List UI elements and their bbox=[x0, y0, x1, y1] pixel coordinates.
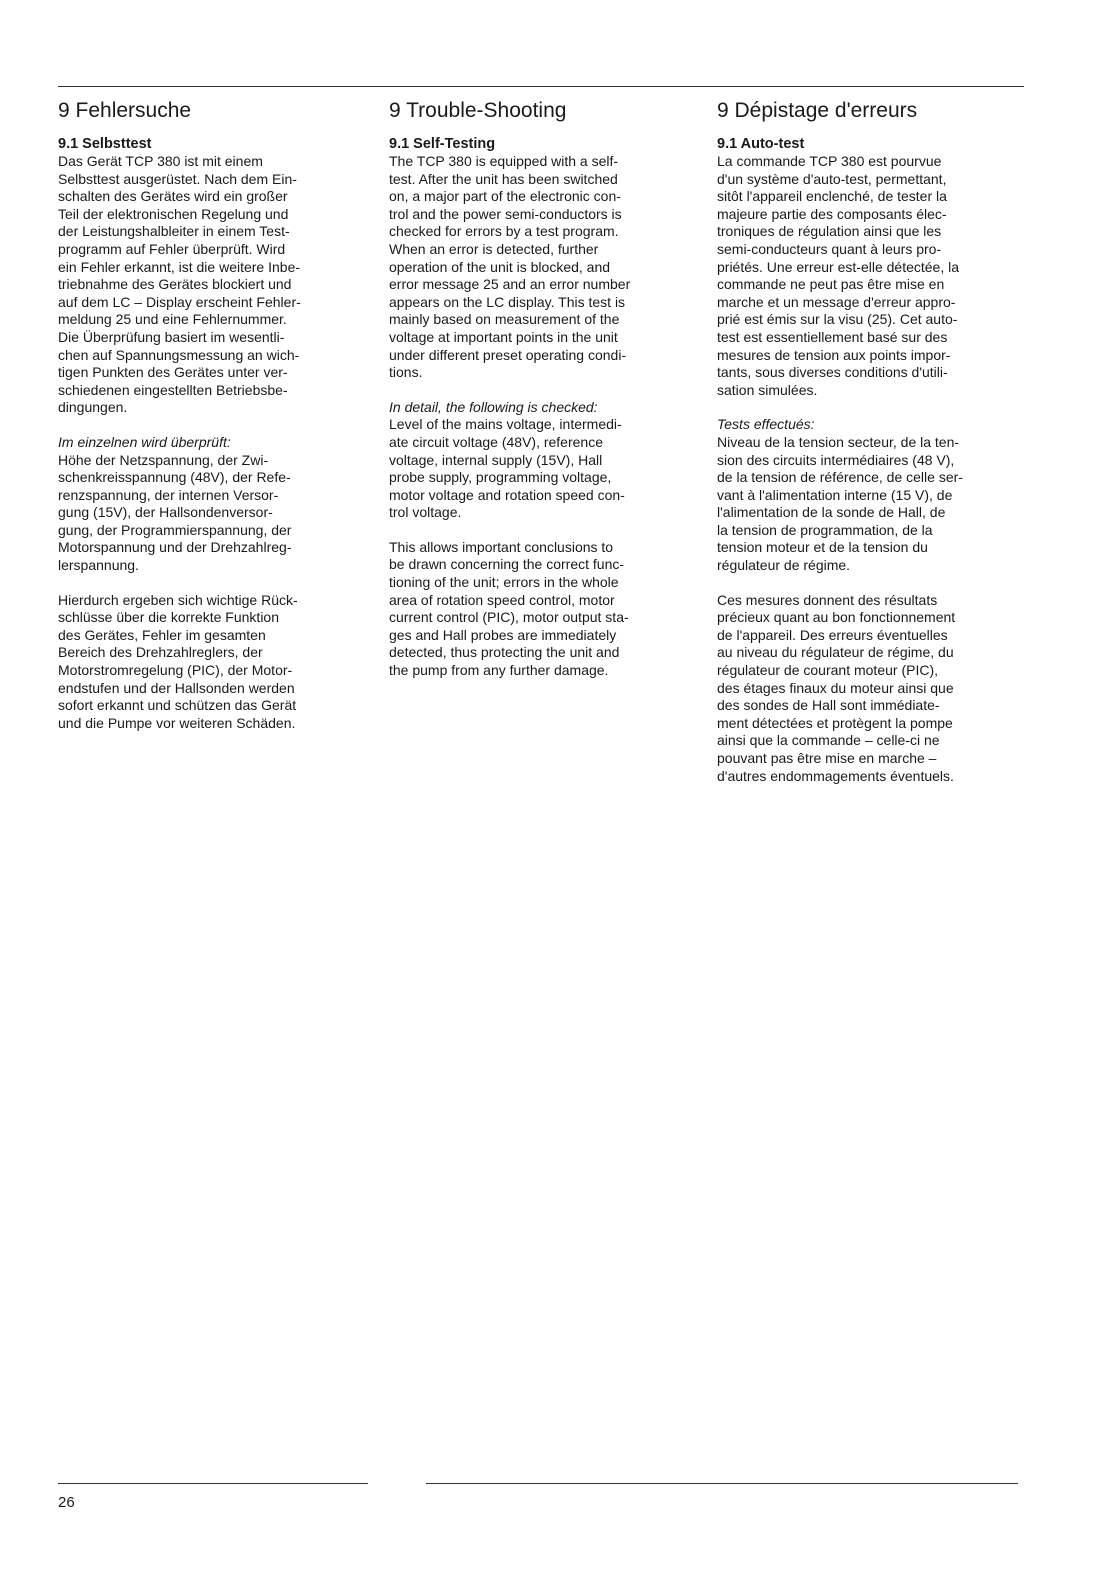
subsection-heading-french: 9.1 Auto-test bbox=[717, 136, 805, 152]
intro-paragraph-german: Das Gerät TCP 380 ist mit einem Selbsttest ausgerüstet. Nach dem Ein- schalten des Gerätes wird ein großer Teil der elektronischen Regelung und der Leistungshalbleiter in einem Test- programm auf Fehler überprüft. Wird ein Fehler erkannt, ist die weitere Inbe- triebnahme des Gerätes blockiert und auf dem LC – Display erscheint Fehler- meldung 25 und eine Fehlernummer. Die Überprüfung basiert im wesentli- chen auf Spannungsmessung an wich- tigen Punkten des Gerätes unter ver- schiedenen eingestellten Betriebsbe- dingungen. bbox=[58, 153, 301, 416]
detail-paragraph-german: Höhe der Netzspannung, der Zwi- schenkreisspannung (48V), der Refe- renzspannung, der internen Versor- gung (15V), der Hallsondenversor- gung, der Programmierspannung, der Motorspannung und der Drehzahlreg- lerspannung. bbox=[58, 451, 292, 574]
page-number: 26 bbox=[58, 1494, 75, 1511]
detail-label-french: Tests effectués: bbox=[717, 416, 815, 433]
section-heading-french: 9 Dépistage d'erreurs bbox=[717, 99, 918, 122]
detail-paragraph-french: Niveau de la tension secteur, de la ten- sion des circuits intermédiaires (48 V), de la tension de référence, de celle ser- vant à l'alimentation interne (15 V), de l'alimentation de la sonde de Hall, de la tension de programmation, de la tension moteur et de la tension du régulateur de régime. bbox=[717, 433, 963, 574]
intro-paragraph-english: The TCP 380 is equipped with a self- test. After the unit has been switched on, a major part of the electronic con- trol and the power semi-conductors is checked for errors by a test program. When an error is detected, further operation of the unit is blocked, and error message 25 and an error number appears on the LC display. This test is mainly based on measurement of the voltage at important points in the unit under different preset operating condi- tions. bbox=[389, 153, 631, 381]
detail-paragraph-english: Level of the mains voltage, intermedi- ate circuit voltage (48V), reference voltage, internal supply (15V), Hall probe supply, programming voltage, motor voltage and rotation speed con- trol voltage. bbox=[389, 416, 625, 521]
conclusion-paragraph-french: Ces mesures donnent des résultats précieux quant au bon fonctionnement de l'appareil. Des erreurs éventuelles au niveau du régulateur de régime, du régulateur de courant moteur (PIC), des étages finaux du moteur ainsi que des sondes de Hall sont immédiate- ment détectées et protègent la pompe ainsi que la commande – celle-ci ne pouvant pas être mise en marche – d'autres endommagements éventuels. bbox=[717, 591, 956, 784]
conclusion-paragraph-english: This allows important conclusions to be drawn concerning the correct func- tioning of the unit; errors in the whole area of rotation speed control, motor current control (PIC), motor output sta- ges and Hall probes are immediately detected, thus protecting the unit and the pump from any further damage. bbox=[389, 538, 629, 679]
top-rule-right bbox=[396, 86, 1024, 87]
subsection-heading-english: 9.1 Self-Testing bbox=[389, 136, 496, 152]
section-heading-english: 9 Trouble-Shooting bbox=[389, 99, 567, 122]
top-rule-left bbox=[58, 86, 396, 87]
column-german bbox=[58, 96, 376, 732]
detail-label-english: In detail, the following is checked: bbox=[389, 398, 598, 415]
column-french bbox=[717, 96, 1035, 785]
intro-paragraph-french: La commande TCP 380 est pourvue d'un système d'auto-test, permettant, sitôt l'appareil enclenché, de tester la majeure partie des composants élec- troniques de régulation ainsi que les semi-conducteurs quant à leurs pro- priétés. Une erreur est-elle détectée, la commande ne peut pas être mise en marche et un message d'erreur appro- prié est émis sur la visu (25). Cet auto- test est essentiellement basé sur des mesures de tension aux points impor- tants, sous diverses conditions d'utili- sation simulées. bbox=[717, 153, 960, 398]
subsection-heading-german: 9.1 Selbsttest bbox=[58, 136, 152, 152]
section-heading-german: 9 Fehlersuche bbox=[58, 99, 192, 122]
detail-label-german: Im einzelnen wird überprüft: bbox=[58, 433, 231, 450]
conclusion-paragraph-german: Hierdurch ergeben sich wichtige Rück- schlüsse über die korrekte Funktion des Gerätes, Fehler im gesamten Bereich des Drehzahlreglers, der Motorstromregelung (PIC), der Motor- endstufen und der Hallsonden werden sofort erkannt und schützen das Gerät und die Pumpe vor weiteren Schäden. bbox=[58, 591, 298, 731]
bottom-rule-left bbox=[58, 1483, 368, 1484]
bottom-rule-right bbox=[426, 1483, 1018, 1484]
column-english bbox=[389, 96, 707, 680]
